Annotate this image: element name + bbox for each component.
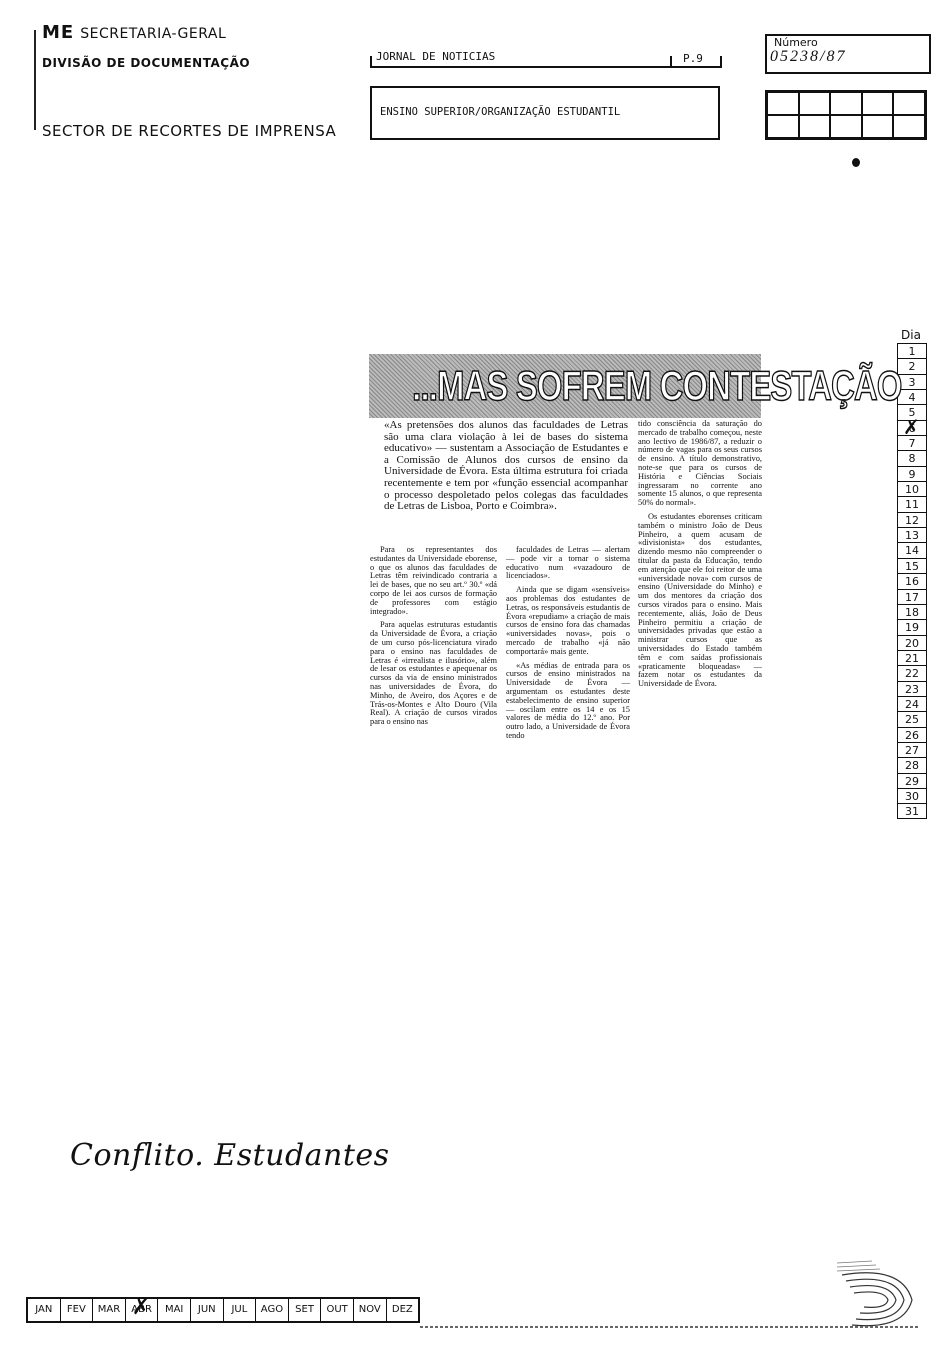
day-box: 30 (897, 788, 927, 803)
month-box: AGO (256, 1299, 289, 1321)
month-box: FEV (61, 1299, 94, 1321)
org-title: ME SECRETARIA-GERAL (42, 22, 227, 43)
day-box: 13 (897, 527, 927, 542)
day-box: 2 (897, 358, 927, 373)
day-box: 17 (897, 589, 927, 604)
day-box: 18 (897, 604, 927, 619)
article-paragraph: Para os representantes dos estudantes da Universidade eborense, o que os alunos das faculdades de Letras têm reivindicado contraria a lei de bases, que no seu art.º 30.º «dá corpo de lei aos cursos de formação de professores com estágio integrado». (370, 545, 497, 616)
month-box: NOV (354, 1299, 387, 1321)
ink-dot (852, 158, 860, 167)
article-column-1 (370, 546, 497, 732)
empty-grid (765, 90, 927, 140)
article-paragraph: «As médias de entrada para os cursos de ensino ministrados na Universidade de Évora — argumentam os estudantes deste estabelecimento de ensino superior — oscilam entre os 14 e os 15 valores de média do 12.º ano. Por outro lado, a Universidade de Évora tendo (506, 660, 630, 740)
source-tick (370, 56, 372, 68)
day-column (897, 343, 927, 819)
day-box: 29 (897, 773, 927, 788)
article-column-3 (638, 420, 762, 694)
month-box: MAI (158, 1299, 191, 1321)
article-column-2 (506, 546, 630, 746)
day-box: 14 (897, 542, 927, 557)
day-box: 27 (897, 742, 927, 757)
source-tick (720, 56, 722, 68)
day-box: 25 (897, 711, 927, 726)
article-paragraph: Para aquelas estruturas estudantis da Universidade de Évora, a criação de um curso pós-licenciatura virado para o ensino nas faculdades de Letras é «irrealista e ilusório», além de lesar os estudantes e apequenar os cursos da via de ensino ministrados nas universidades de Évora, do Minho, de Aveiro, dos Açores e de Trás-os-Montes e Alto Douro (Vila Real). A criação de cursos virados para o ensino nas (370, 620, 497, 727)
month-row (26, 1297, 420, 1323)
day-box: 11 (897, 496, 927, 511)
month-box: SET (289, 1299, 322, 1321)
day-box: 8 (897, 450, 927, 465)
bottom-rule (420, 1326, 920, 1328)
subject-text: ENSINO SUPERIOR/ORGANIZAÇÃO ESTUDANTIL (380, 106, 621, 118)
day-box: 22 (897, 665, 927, 680)
day-box: 12 (897, 512, 927, 527)
margin-bar (34, 30, 36, 130)
day-box: 6 ✗ (897, 420, 927, 435)
article-paragraph: tido consciência da saturação do mercado de trabalho começou, neste ano lectivo de 1986/87, a reduzir o número de vagas para os seus cursos de ensino. A título demonstrativo, note-se que para os cursos de História e Ciências Sociais ingressaram no corrente ano somente 15 alunos, o que representa 50% do normal». (638, 419, 762, 508)
article-paragraph: Os estudantes eborenses criticam também o ministro João de Deus Pinheiro, a quem acusam de «divisionista» dos estudantes, dizendo mesmo não compreender o titular da pasta da Educação, tendo em atenção que ele foi reitor de uma «universidade nova» com cursos de ensino (Universidade do Minho) e um dos mentores da criação dos cursos virados para o ensino. Mais recentemente, aliás, João de Deus Pinheiro permitiu a criação de universidades privadas que estão a ministrar cursos que as universidades do Estado também têm e com saídas profissionais «praticamente bloqueadas» — fazem notar os estudantes da Universidade de Évora. (638, 511, 762, 689)
source-underline (370, 66, 720, 68)
day-box: 21 (897, 650, 927, 665)
day-box: 5 (897, 404, 927, 419)
day-box: 28 (897, 757, 927, 772)
day-box: 7 (897, 435, 927, 450)
sector-title: SECTOR DE RECORTES DE IMPRENSA (42, 122, 337, 140)
day-box: 15 (897, 558, 927, 573)
month-box: JUN (191, 1299, 224, 1321)
article-headline-banner (369, 354, 902, 418)
day-box: 31 (897, 803, 927, 818)
month-box: MAR (93, 1299, 126, 1321)
number-label: Número (774, 36, 818, 49)
day-box: 24 (897, 696, 927, 711)
source-tick (670, 56, 672, 68)
month-box: ABR ✗ (126, 1299, 159, 1321)
day-box: 23 (897, 681, 927, 696)
article-headline: ...MAS SOFREM CONTESTAÇÃO (412, 362, 902, 409)
article-paragraph: Ainda que se digam «sensíveis» aos problemas dos estudantes de Letras, os responsáveis estudantis de Évora «repudiam» a criação de mais cursos de ensino fora das chamadas «universidades novas», pois o mercado de trabalho «já não comportará» mais gente. (506, 585, 630, 656)
page-number: P.9 (683, 52, 703, 65)
day-box: 10 (897, 481, 927, 496)
month-box: JAN (28, 1299, 61, 1321)
newspaper-name: JORNAL DE NOTICIAS (376, 50, 496, 63)
day-box: 9 (897, 466, 927, 481)
day-box: 1 (897, 343, 927, 358)
day-box: 20 (897, 635, 927, 650)
day-box: 26 (897, 727, 927, 742)
day-box: 4 (897, 389, 927, 404)
day-box: 16 (897, 573, 927, 588)
number-value: 05238/87 (770, 48, 847, 65)
month-box: DEZ (391, 1304, 413, 1315)
month-box: OUT (321, 1299, 354, 1321)
article-lede: «As pretensões dos alunos das faculdades de Letras são uma clara violação à lei de bases do sistema educativo» — sustentam a Associação de Estudantes e a Comissão de Alunos dos cursos de ensino da Universidade de Évora. Esta última estrutura foi criada recentemente e tem por «função essencial acompanhar o processo despoletado pelos colegas das faculdades de Letras de Lisboa, Porto e Coimbra». (384, 419, 628, 513)
handwritten-note: Conflito. Estudantes (70, 1138, 390, 1173)
month-box: JUL (224, 1299, 257, 1321)
division-title: DIVISÃO DE DOCUMENTAÇÃO (42, 56, 251, 70)
day-box: 3 (897, 374, 927, 389)
day-label: Dia (901, 328, 921, 342)
article-paragraph: faculdades de Letras — alertam — pode vir a tornar o sistema educativo num «vazadouro de licenciados». (506, 545, 630, 581)
day-box: 19 (897, 619, 927, 634)
logo-icon (832, 1255, 922, 1335)
